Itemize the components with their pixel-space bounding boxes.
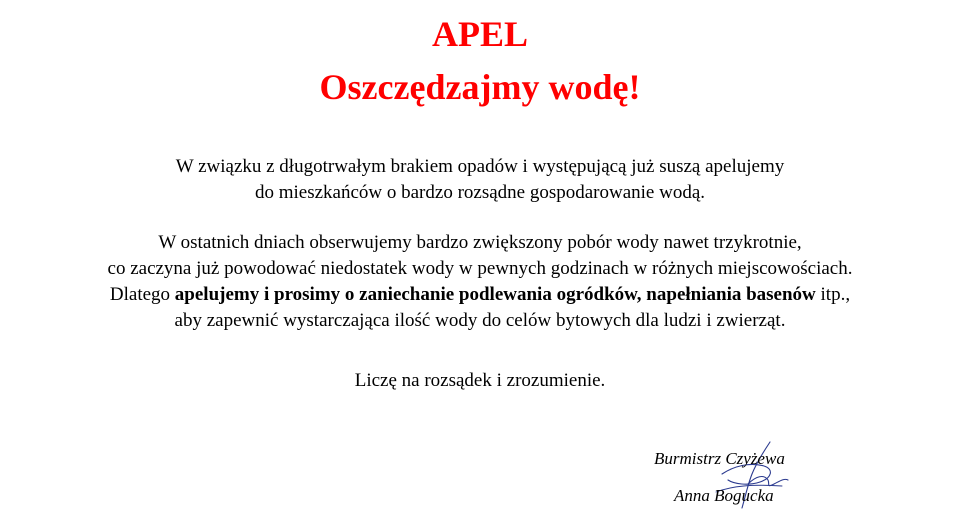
paragraph2-emphasis: apelujemy i prosimy o zaniechanie podlewania ogródków, napełniania basenów [174,284,816,305]
paragraph2-line2: co zaczyna już powodować niedostatek wody w pewnych godzinach w różnych miejscowościach. [107,258,853,279]
paragraph1-line1: W związku z długotrwałym brakiem opadów i występującą już suszą apelujemy [175,156,785,177]
signatory-title: Burmistrz Czyżewa [654,449,785,468]
paragraph2-line3-prefix: Dlatego [109,284,175,305]
paragraph-closing: Liczę na rozsądek i zrozumienie. [354,370,606,391]
paragraph-drought-intro [0,154,960,206]
appeal-heading: APEL [431,14,528,54]
paragraph2-line3 [0,282,960,308]
paragraph2-line3-suffix: itp., [815,284,851,305]
signatory-name: Anna Bogucka [674,486,774,505]
paragraph1-line2: do mieszkańców o bardzo rozsądne gospodarowanie wodą. [254,182,706,203]
paragraph-water-usage [0,230,960,334]
paragraph2-line4: aby zapewnić wystarczająca ilość wody do celów bytowych dla ludzi i zwierząt. [174,310,786,331]
paragraph2-line1: W ostatnich dniach obserwujemy bardzo zwiększony pobór wody nawet trzykrotnie, [158,232,802,253]
appeal-subheading: Oszczędzajmy wodę! [319,67,641,107]
